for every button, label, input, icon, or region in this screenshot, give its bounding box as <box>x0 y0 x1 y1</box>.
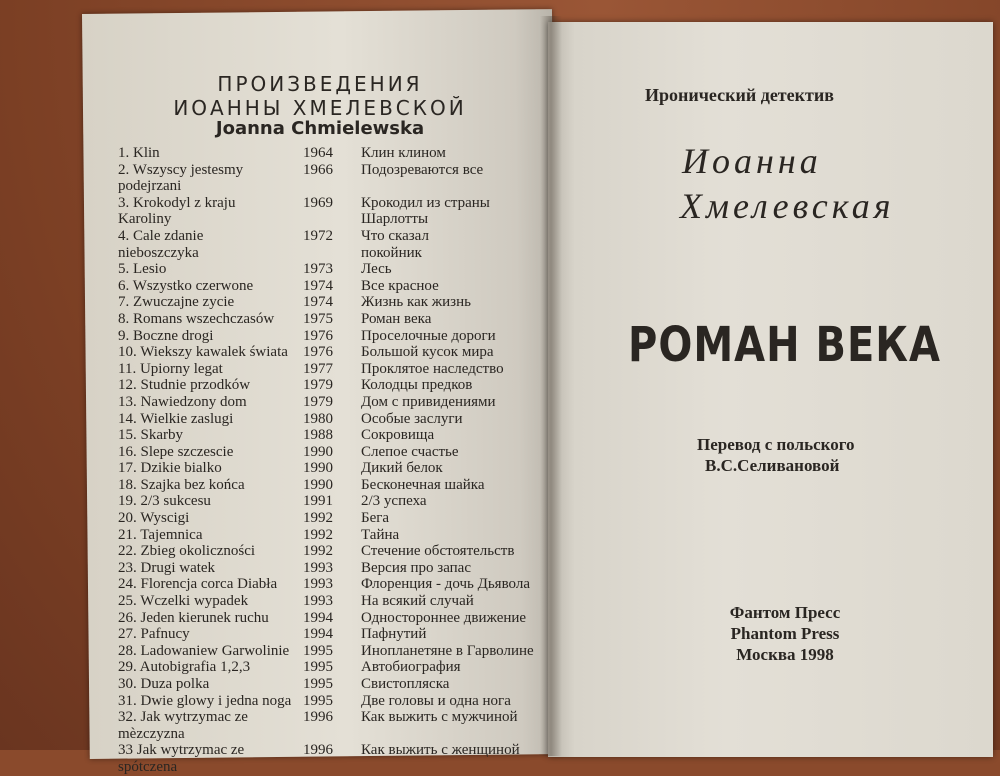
work-year: 1995 <box>303 659 333 676</box>
work-row <box>118 377 558 394</box>
work-russian-title: Слепое счастье <box>361 443 459 460</box>
work-year: 1980 <box>303 410 333 427</box>
work-year: 1974 <box>303 294 333 311</box>
work-title: 21. Tajemnica <box>118 526 203 543</box>
work-year: 1966 <box>303 161 333 178</box>
work-row <box>118 742 558 775</box>
work-title: 5. Lesio <box>118 261 167 278</box>
work-title: 27. Pafnucy <box>118 626 190 643</box>
work-title: 9. Boczne drogi <box>118 327 214 344</box>
work-title: 32. Jak wytrzymac ze mèzczyzna <box>118 709 248 742</box>
work-row <box>118 576 558 593</box>
work-row <box>118 543 558 560</box>
work-row <box>118 460 558 477</box>
work-russian-title: Роман века <box>361 310 432 327</box>
work-row <box>118 493 558 510</box>
author-first-name: Иоанна <box>682 141 822 181</box>
work-year: 1975 <box>303 310 333 327</box>
work-year: 1974 <box>303 277 333 294</box>
work-row <box>118 444 558 461</box>
work-title: 6. Wszystko czerwone <box>118 277 254 294</box>
work-title: 11. Upiorny legat <box>118 360 223 377</box>
work-row <box>118 361 558 378</box>
work-title: 30. Duza polka <box>118 676 210 692</box>
publication-city-year: Москва 1998 <box>736 645 834 664</box>
work-year: 1992 <box>303 543 333 560</box>
work-year: 1976 <box>303 344 333 361</box>
work-year: 1973 <box>303 261 333 278</box>
work-title: 28. Ladowaniew Garwolinie <box>118 642 290 659</box>
work-year: 1994 <box>303 626 333 643</box>
work-row <box>118 394 558 411</box>
work-year: 1979 <box>303 377 333 394</box>
work-row <box>118 311 558 328</box>
work-row <box>118 278 558 295</box>
work-row <box>118 195 558 228</box>
work-year: 1990 <box>303 476 333 493</box>
work-year: 1995 <box>303 642 333 659</box>
work-year: 1992 <box>303 510 333 527</box>
work-year: 1993 <box>303 593 333 610</box>
work-russian-title: Особые заслуги <box>361 410 463 427</box>
works-heading-author: ИОАННЫ ХМЕЛЕВСКОЙ <box>173 96 467 120</box>
work-russian-title: Бесконечная шайка <box>361 476 485 493</box>
work-title: 33 Jak wytrzymac ze spótczena <box>118 742 245 775</box>
work-title: 25. Wczelki wypadek <box>118 593 249 610</box>
work-year: 1977 <box>303 360 333 377</box>
work-row <box>118 427 558 444</box>
work-russian-title: Пафнутий <box>361 626 427 643</box>
work-russian-title: Тайна <box>361 526 400 543</box>
work-title: 13. Nawiedzony dom <box>118 393 247 410</box>
work-russian-title: Одностороннее движение <box>361 609 527 626</box>
genre-label: Иронический детектив <box>645 85 834 105</box>
work-year: 1995 <box>303 676 333 692</box>
work-title: 17. Dzikie bialko <box>118 460 222 477</box>
work-title: 16. Slepe szczescie <box>118 443 234 460</box>
work-year: 1976 <box>303 327 333 344</box>
work-row <box>118 145 558 162</box>
work-row <box>118 477 558 494</box>
work-year: 1995 <box>303 692 333 709</box>
publisher-en: Phantom Press <box>730 624 840 643</box>
work-year: 1991 <box>303 493 333 510</box>
work-row <box>118 261 558 278</box>
work-year: 1996 <box>303 709 333 726</box>
work-title: 12. Studnie przodków <box>118 377 251 394</box>
work-title: 15. Skarby <box>118 427 183 444</box>
work-row <box>118 560 558 577</box>
work-row <box>118 676 558 693</box>
work-row <box>118 693 558 710</box>
work-row <box>118 328 558 345</box>
work-title: 22. Zbieg okoliczności <box>118 543 256 560</box>
work-russian-title: Дом с привидениями <box>361 393 496 410</box>
book-title: РОМАН ВЕКА <box>628 318 941 374</box>
work-russian-title: Проселочные дороги <box>361 327 496 344</box>
work-year: 1969 <box>303 194 333 211</box>
work-row <box>118 593 558 610</box>
work-row <box>118 162 558 195</box>
work-year: 1990 <box>303 460 333 477</box>
work-title: 26. Jeden kierunek ruchu <box>118 609 269 626</box>
author-last-name: Хмелевская <box>680 186 895 226</box>
work-row <box>118 228 558 261</box>
work-row <box>118 294 558 311</box>
work-row <box>118 709 558 742</box>
work-russian-title: Крокодил из страны Шарлотты <box>361 194 490 228</box>
work-row <box>118 344 558 361</box>
work-russian-title: Бега <box>361 510 390 527</box>
work-russian-title: Версия про запас <box>361 559 472 576</box>
work-russian-title: Свистопляска <box>361 676 450 692</box>
work-title: 2. Wszyscy jestesmy podejrzani <box>118 161 244 195</box>
work-title: 3. Krokodyl z kraju Karoliny <box>118 194 236 228</box>
work-russian-title: Как выжить с женщиной <box>361 742 520 759</box>
work-title: 20. Wyscigi <box>118 510 190 527</box>
works-heading-latin: Joanna Chmielewska <box>215 118 425 139</box>
translator-name: В.С.Селивановой <box>705 456 840 475</box>
work-year: 1964 <box>303 145 333 161</box>
works-heading: ПРОИЗВЕДЕНИЯ <box>217 72 423 96</box>
work-title: 8. Romans wszechczasów <box>118 310 275 327</box>
work-russian-title: Автобиография <box>361 659 461 676</box>
work-title: 10. Wiekszy kawalek świata <box>118 344 288 361</box>
work-row <box>118 659 558 676</box>
work-year: 1979 <box>303 393 333 410</box>
work-russian-title: Все красное <box>361 277 439 294</box>
work-year: 1990 <box>303 443 333 460</box>
work-russian-title: Флоренция - дочь Дьявола <box>361 576 530 593</box>
work-title: 14. Wielkie zaslugi <box>118 410 234 427</box>
work-russian-title: Клин клином <box>361 145 446 161</box>
work-russian-title: Инопланетяне в Гарволине <box>361 642 534 659</box>
translation-note: Перевод с польского <box>697 435 855 454</box>
work-title: 29. Autobigrafia 1,2,3 <box>118 659 251 676</box>
work-title: 24. Florencja corca Diabła <box>118 576 278 593</box>
works-list <box>118 145 558 776</box>
work-year: 1993 <box>303 559 333 576</box>
work-russian-title: Лесь <box>361 261 392 278</box>
work-russian-title: Подозреваются все <box>361 161 484 178</box>
work-year: 1972 <box>303 227 333 244</box>
work-russian-title: Что сказал покойник <box>361 227 429 261</box>
work-row <box>118 411 558 428</box>
work-year: 1993 <box>303 576 333 593</box>
work-title: 7. Zwuczajne zycie <box>118 294 235 311</box>
work-russian-title: Проклятое наследство <box>361 360 504 377</box>
publisher-ru: Фантом Пресс <box>729 603 841 622</box>
work-row <box>118 510 558 527</box>
work-russian-title: На всякий случай <box>361 593 474 610</box>
work-russian-title: Как выжить с мужчиной <box>361 709 518 726</box>
work-russian-title: Жизнь как жизнь <box>361 294 471 311</box>
work-year: 1988 <box>303 427 333 444</box>
work-russian-title: Дикий белок <box>361 460 443 477</box>
work-row <box>118 527 558 544</box>
work-year: 1996 <box>303 742 333 759</box>
work-title: 19. 2/3 sukcesu <box>118 493 211 510</box>
work-title: 31. Dwie glowy i jedna noga <box>118 692 292 709</box>
work-russian-title: 2/3 успеха <box>361 493 427 510</box>
work-russian-title: Большой кусок мира <box>361 344 494 361</box>
work-year: 1994 <box>303 609 333 626</box>
work-russian-title: Стечение обстоятельств <box>361 543 515 560</box>
work-russian-title: Сокровища <box>361 427 435 444</box>
work-row <box>118 610 558 627</box>
work-title: 4. Cale zdanie nieboszczyka <box>118 227 204 261</box>
work-year: 1992 <box>303 526 333 543</box>
work-russian-title: Две головы и одна нога <box>361 692 511 709</box>
work-row <box>118 626 558 643</box>
work-title: 1. Klin <box>118 145 160 161</box>
work-row <box>118 643 558 660</box>
work-russian-title: Колодцы предков <box>361 377 473 394</box>
work-title: 18. Szajka bez końca <box>118 476 245 493</box>
work-title: 23. Drugi watek <box>118 559 216 576</box>
